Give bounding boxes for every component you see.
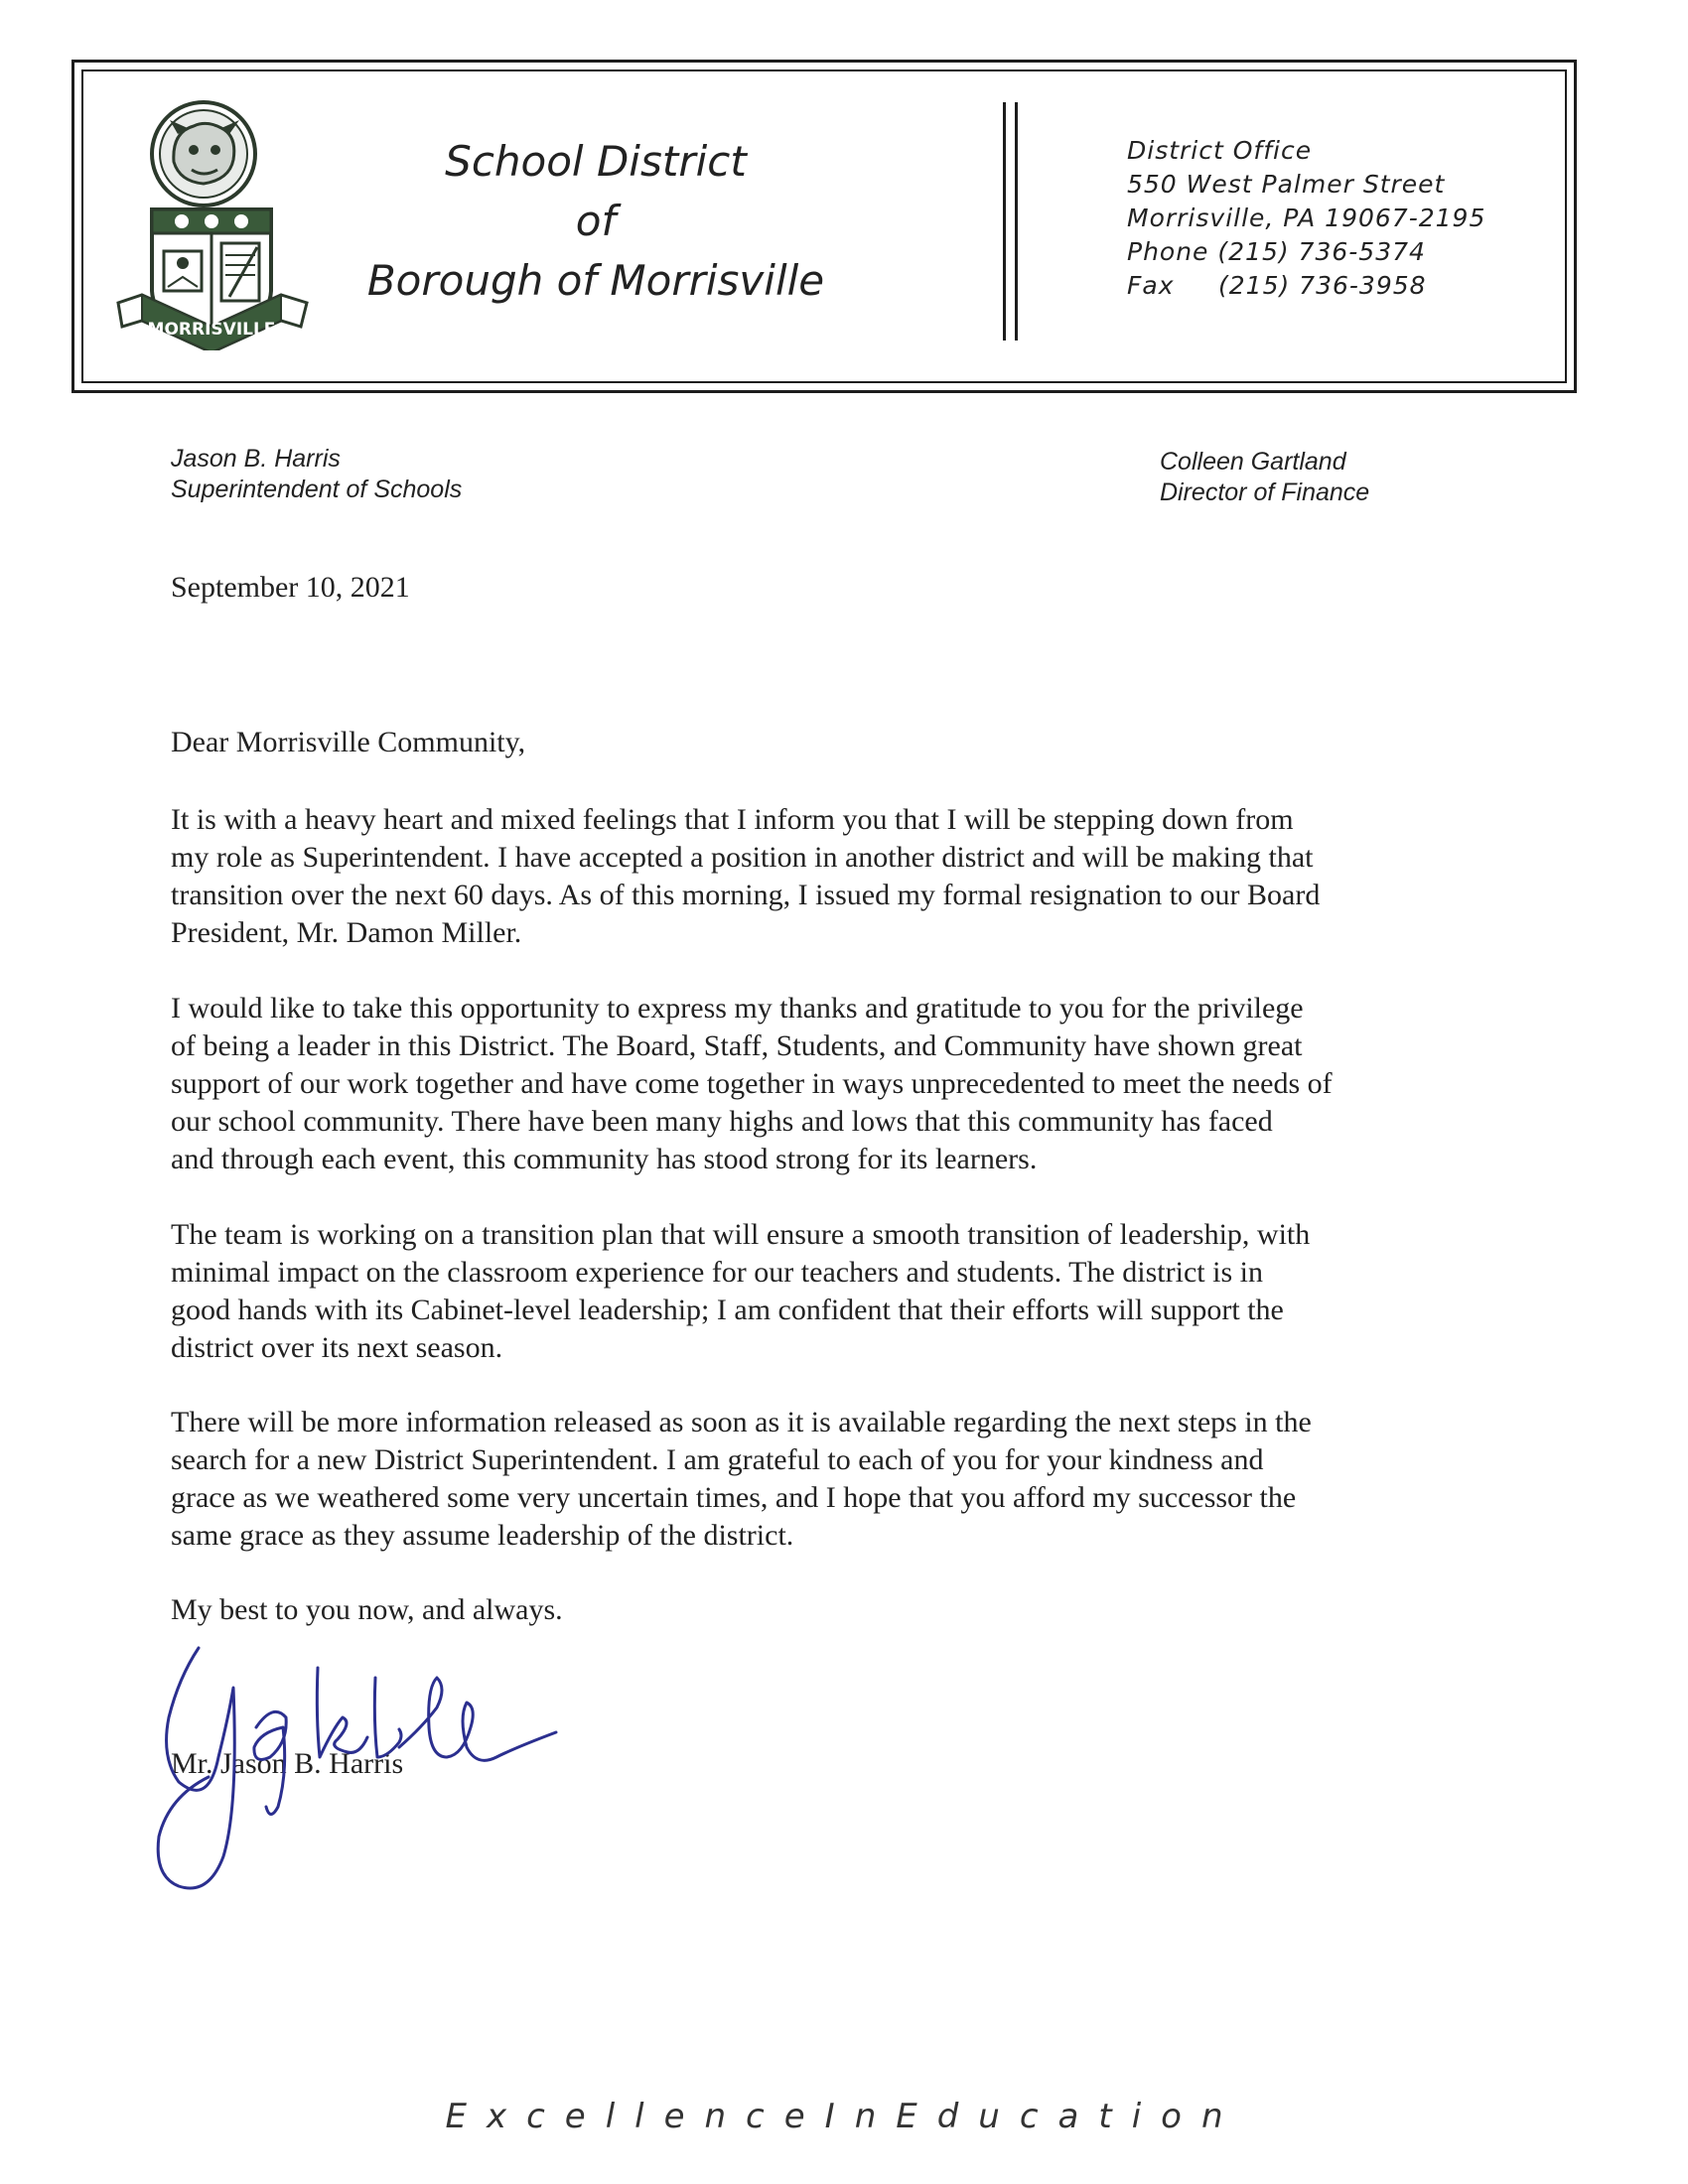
district-office-address [1127,134,1485,303]
paragraph-line: of being a leader in this District. The Board, Staff, Students, and Community have shown great [171,1029,1303,1062]
letter-date: September 10, 2021 [171,571,410,604]
paragraph-line: minimal impact on the classroom experience for our teachers and students. The district is in [171,1256,1263,1289]
footer-motto: ExcellenceInEducation [445,2097,1243,2136]
paragraph-line: grace as we weathered some very uncertain times, and I hope that you afford my successor the [171,1481,1297,1514]
district-title [362,132,829,311]
office-street: 550 West Palmer Street [1127,170,1446,199]
paragraph-line: I would like to take this opportunity to express my thanks and gratitude to you for the privilege [171,992,1304,1024]
paragraph-line: President, Mr. Damon Miller. [171,916,522,949]
handwritten-signature [139,1608,655,1896]
paragraph-line: same grace as they assume leadership of the district. [171,1519,794,1552]
letter-paragraph-1 [171,801,1481,952]
paragraph-line: good hands with its Cabinet-level leadership; I am confident that their efforts will support the [171,1294,1284,1326]
letter-paragraph-3 [171,1216,1481,1367]
district-title-line-2: of [575,197,617,245]
letter-paragraph-2 [171,990,1481,1178]
office-label: District Office [1127,136,1313,165]
letter-salutation: Dear Morrisville Community, [171,726,526,758]
finance-director-block [1160,447,1369,508]
letterhead-divider [1003,102,1018,341]
paragraph-line: my role as Superintendent. I have accepted a position in another district and will be making that [171,841,1314,874]
paragraph-line: There will be more information released as soon as it is available regarding the next steps in the [171,1406,1312,1438]
paragraph-line: and through each event, this community has stood strong for its learners. [171,1143,1038,1175]
paragraph-line: district over its next season. [171,1331,503,1364]
paragraph-line: transition over the next 60 days. As of this morning, I issued my formal resignation to our Board [171,879,1321,911]
superintendent-block [171,444,462,505]
signer-name: Mr. Jason B. Harris [171,1747,404,1780]
finance-director-name: Colleen Gartland [1160,448,1346,476]
office-fax [1127,269,1485,303]
district-crest-logo [112,92,311,350]
finance-director-title: Director of Finance [1160,478,1370,506]
letter-closing: My best to you now, and always. [171,1593,563,1626]
office-fax-number: (215) 736-3958 [1218,271,1427,300]
paragraph-line: support of our work together and have come together in ways unprecedented to meet the needs of [171,1067,1333,1100]
superintendent-name: Jason B. Harris [171,445,341,473]
superintendent-title: Superintendent of Schools [171,476,463,503]
office-city: Morrisville, PA 19067-2195 [1127,204,1486,232]
letter-paragraph-4 [171,1404,1481,1555]
paragraph-line: The team is working on a transition plan that will ensure a smooth transition of leadership, with [171,1218,1311,1251]
district-title-line-1: School District [445,137,747,186]
office-fax-label: Fax [1127,271,1175,300]
paragraph-line: our school community. There have been many highs and lows that this community has faced [171,1105,1273,1138]
office-phone: Phone (215) 736-5374 [1127,237,1426,266]
district-title-line-3: Borough of Morrisville [366,256,825,305]
letterhead [71,60,1577,393]
crest-banner-text: MORRISVILLE [147,320,276,340]
paragraph-line: search for a new District Superintendent. I am grateful to each of you for your kindness and [171,1443,1264,1476]
paragraph-line: It is with a heavy heart and mixed feelings that I inform you that I will be stepping down from [171,803,1294,836]
